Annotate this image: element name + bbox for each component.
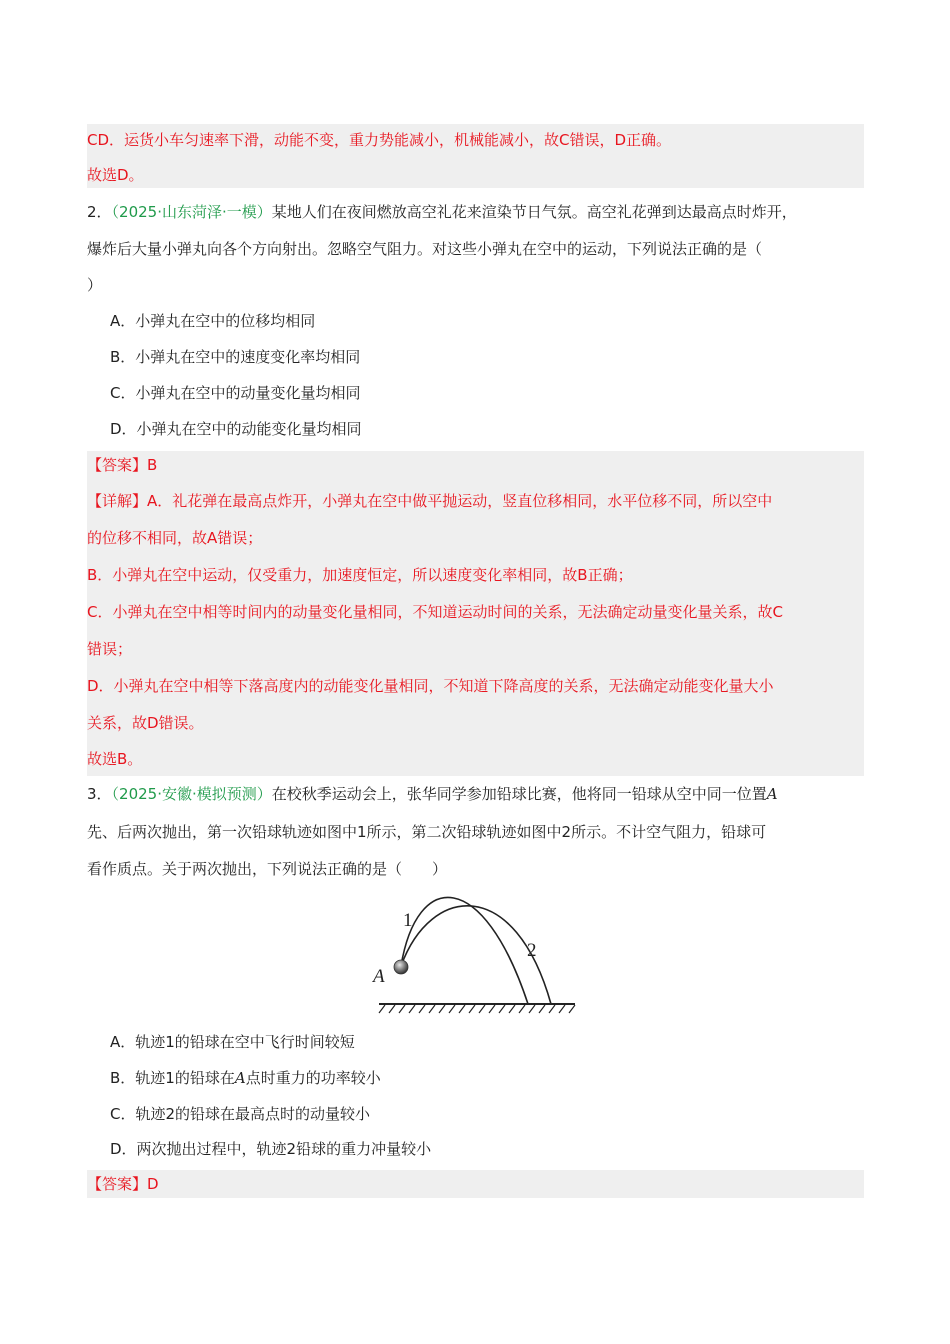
- q3-option-b: [110, 1060, 381, 1096]
- q3-stem-text: 在校秋季运动会上，张华同学参加铅球比赛，他将同一铅球从空中同一位置: [271, 785, 767, 803]
- q3-option-b-var: A: [234, 1069, 246, 1087]
- q3-stem-line-1: [87, 776, 778, 812]
- q2-detail-line: 的位移不相同，故A错误；: [87, 529, 263, 547]
- trajectory-1-path: [401, 897, 528, 1004]
- q3-option-a: [110, 1024, 355, 1060]
- q2-detail-line: D．小弹丸在空中相等下落高度内的动能变化量相同，不知道下降高度的关系，无法确定动能变化量大小: [87, 677, 774, 695]
- point-a-label: A: [373, 966, 385, 987]
- q2-detail-line: 关系，故D错误。: [87, 714, 204, 732]
- shot-put-ball: [394, 960, 408, 974]
- q3-solution-block: [87, 1170, 864, 1198]
- q2-stem-line-2: 爆炸后大量小弹丸向各个方向射出。忽略空气阻力。对这些小弹丸在空中的运动，下列说法正确的是（: [87, 240, 763, 258]
- trajectory-1-label: 1: [403, 910, 413, 931]
- q3-option-d: [110, 1131, 431, 1167]
- q2-stem-line-3: ）: [87, 276, 103, 294]
- q2-conclusion: 故选B。: [87, 750, 143, 768]
- ground-hatching: [379, 1005, 575, 1013]
- q3-point-a: A: [766, 785, 778, 803]
- q2-answer: 【答案】B: [87, 456, 158, 474]
- q3-option-b-text: B．轨迹1的铅球在: [110, 1069, 235, 1087]
- q3-option-d-text: D．两次抛出过程中，轨迹2铅球的重力冲量较小: [110, 1140, 432, 1158]
- q3-source: （2025·安徽·模拟预测）: [111, 785, 272, 803]
- q3-option-c: [110, 1096, 370, 1132]
- q2-option-a: A．小弹丸在空中的位移均相同: [110, 312, 316, 330]
- solution-line: CD．运货小车匀速率下滑，动能不变，重力势能减小，机械能减小，故C错误，D正确。: [87, 131, 672, 149]
- q3-option-a-text: A．轨迹1的铅球在空中飞行时间较短: [110, 1033, 355, 1051]
- q3-answer: 【答案】D: [87, 1175, 159, 1193]
- q3-number: 3．: [87, 785, 112, 803]
- q3-stem-line-3: 看作质点。关于两次抛出，下列说法正确的是（ ）: [87, 860, 448, 878]
- q3-option-c-text: C．轨迹2的铅球在最高点时的动量较小: [110, 1105, 371, 1123]
- trajectory-2-label: 2: [527, 940, 537, 961]
- q2-option-d: D．小弹丸在空中的动能变化量均相同: [110, 420, 362, 438]
- q2-number: 2．: [87, 203, 112, 221]
- q2-source: （2025·山东菏泽·一模）: [111, 203, 272, 221]
- q2-detail-line: 【详解】A．礼花弹在最高点炸开，小弹丸在空中做平抛运动，竖直位移相同，水平位移不同，所以空中: [87, 492, 773, 510]
- trajectory-figure: [365, 878, 580, 1018]
- q2-detail-line: C．小弹丸在空中相等时间内的动量变化量相同，不知道运动时间的关系，无法确定动量变化量关系，故C: [87, 603, 783, 621]
- previous-solution-block: [87, 124, 864, 188]
- q2-stem-line-1: [87, 194, 797, 230]
- q2-option-b: B．小弹丸在空中的速度变化率均相同: [110, 348, 361, 366]
- q2-stem-text: 某地人们在夜间燃放高空礼花来渲染节日气氛。高空礼花弹到达最高点时炸开，: [271, 203, 797, 221]
- trajectory-diagram: [365, 878, 580, 1018]
- q2-solution-block: [87, 451, 864, 776]
- solution-conclusion: 故选D。: [87, 166, 144, 184]
- q2-option-c: C．小弹丸在空中的动量变化量均相同: [110, 384, 361, 402]
- q2-detail-line: B．小弹丸在空中运动，仅受重力，加速度恒定，所以速度变化率相同，故B正确；: [87, 566, 633, 584]
- q3-stem-line-2: 先、后两次抛出，第一次铅球轨迹如图中1所示，第二次铅球轨迹如图中2所示。不计空气阻力，铅球可: [87, 823, 767, 841]
- q3-option-b-text-end: 点时重力的功率较小: [245, 1069, 381, 1087]
- q2-detail-line: 错误；: [87, 640, 133, 658]
